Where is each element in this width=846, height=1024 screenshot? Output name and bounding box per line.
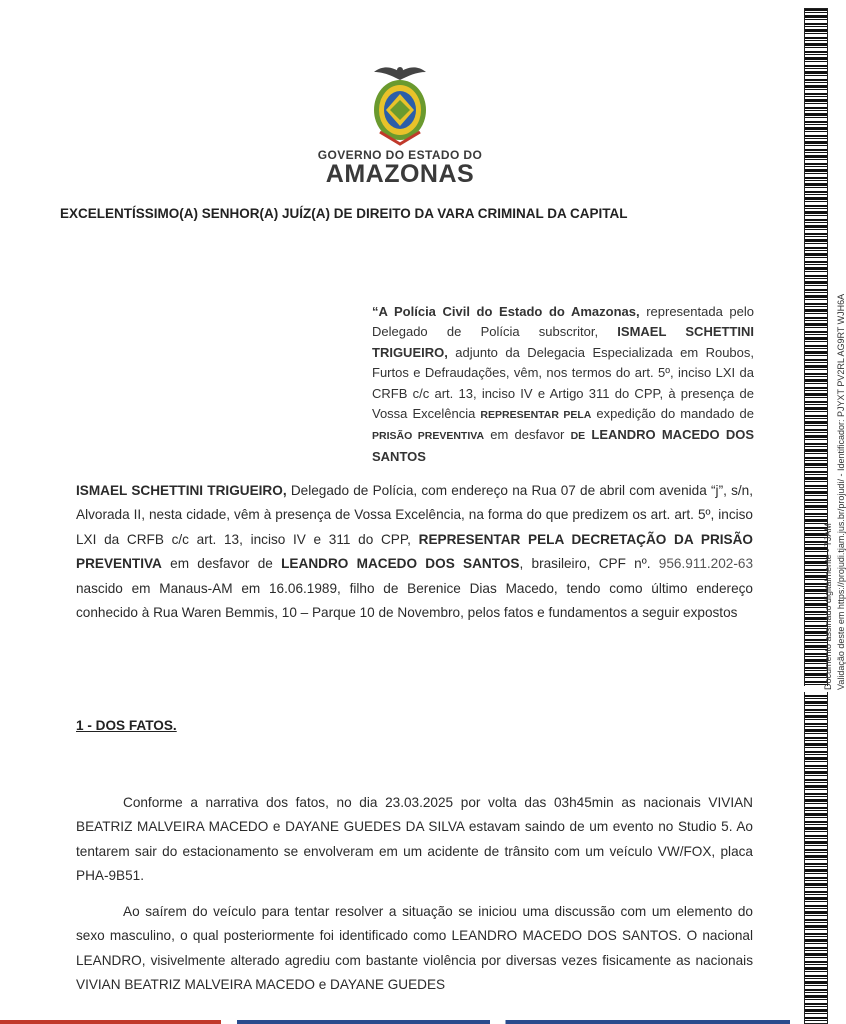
addressee-heading: EXCELENTÍSSIMO(A) SENHOR(A) JUÍZ(A) DE DIREITO DA VARA CRIMINAL DA CAPITAL	[60, 206, 628, 221]
signature-notice: Documento assinado digitalmente - TJAM	[823, 523, 833, 690]
intro-bold-name: ISMAEL SCHETTINI TRIGUEIRO,	[76, 483, 287, 498]
amazonas-coat-of-arms-icon	[364, 58, 436, 150]
intro-paragraph	[76, 479, 753, 625]
excerpt-bold-target: LEANDRO MACEDO DOS SANTOS	[372, 427, 754, 464]
facts-paragraph: Ao saírem do veículo para tentar resolver a situação se iniciou uma discussão com um elemento do sexo masculino, o qual posteriormente foi identificado como LEANDRO MACEDO DOS SANTOS. O nacional LEANDRO, visivelmente alterado agrediu com bastante violência por diversas vezes fisicamente as nacionais VIVIAN BEATRIZ MALVEIRA MACEDO e DAYANE GUEDES	[76, 904, 753, 993]
government-line: GOVERNO DO ESTADO DO	[317, 148, 483, 162]
footer-color-bar	[0, 1020, 790, 1024]
excerpt-sc-1: REPRESENTAR PELA	[480, 409, 592, 422]
intro-text-4: nascido em Manaus-AM em 16.06.1989, filho de Berenice Dias Macedo, tendo como último endereço conhecido à Rua Waren Bemmis, 10 – Parque 10 de Novembro, pelos fatos e fundamentos a seguir expostos	[76, 580, 753, 621]
excerpt-text-3: expedição do mandado de	[591, 406, 754, 422]
intro-bold-target: LEANDRO MACEDO DOS SANTOS	[281, 556, 520, 572]
section-title: 1 - DOS FATOS.	[76, 718, 177, 733]
validation-notice: Validação deste em https://projudi.tjam.jus.br/projudi/ - Identificador: PJYXT PV2RL AG9RT WJH6A	[836, 293, 846, 690]
intro-text-3: , brasileiro, CPF nº.	[519, 556, 659, 572]
intro-text-1: Delegado de Polícia, com endereço na Rua 07 de abril com avenida “j”, s/n, Alvorada II, nesta cidade, vêm à presença de Vossa Excelência, na forma do que predizem os art. art. 5º, inciso LXI da CRFB c/c art. 13, inciso IV e 311 do CPP,	[76, 483, 753, 547]
excerpt-bold-name: ISMAEL SCHETTINI TRIGUEIRO,	[372, 324, 754, 360]
excerpt-text-1: representada pelo Delegado de Polícia subscritor,	[372, 304, 754, 340]
excerpt-bold-open: “A Polícia Civil do Estado do Amazonas,	[372, 304, 640, 319]
excerpt-sc-2: PRISÃO PREVENTIVA	[372, 430, 485, 443]
intro-cpf: 956.911.202-63	[658, 556, 753, 572]
excerpt-block	[372, 302, 754, 467]
intro-bold-request: REPRESENTAR PELA DECRETAÇÃO DA PRISÃO PREVENTIVA	[76, 531, 753, 572]
excerpt-text-4: em desfavor	[484, 427, 571, 443]
excerpt-sc-3: DE	[570, 430, 586, 443]
intro-text-2: em desfavor de	[161, 556, 282, 572]
facts-paragraph: Conforme a narrativa dos fatos, no dia 23.03.2025 por volta das 03h45min as nacionais VIVIAN BEATRIZ MALVEIRA MACEDO e DAYANE GUEDES DA SILVA estavam saindo de um evento no Studio 5. Ao tentarem sair do estacionamento se envolveram em um acidente de trânsito com um veículo VW/FOX, placa PHA-9B51.	[76, 795, 753, 884]
state-name: AMAZONAS	[325, 160, 475, 188]
excerpt-text-2: adjunto da Delegacia Especializada em Roubos, Furtos e Defraudações, vêm, nos termos do art. 5º, inciso LXI da CRFB c/c art. 13, inciso IV e Artigo 311 do CPP, à presença de Vossa Excelência	[372, 344, 754, 422]
barcode-strip	[804, 8, 828, 1024]
